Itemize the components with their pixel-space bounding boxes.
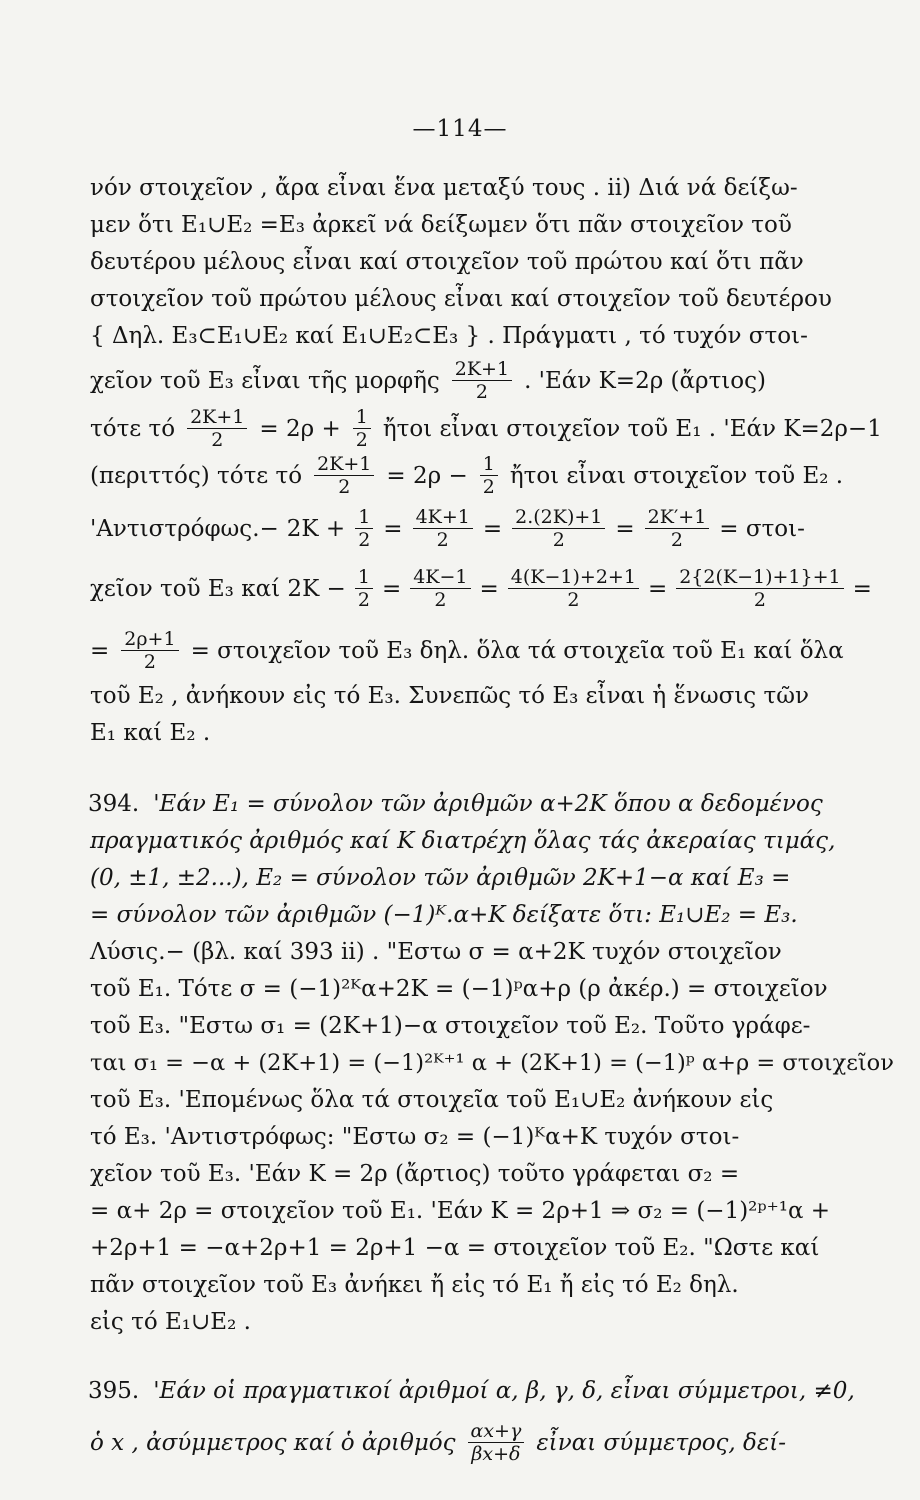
text-line [90,506,895,551]
fraction [452,358,512,403]
line-text: ται σ₁ = −α + (2K+1) = (−1)²ᴷ⁺¹ α + (2K+1) = (−1)ᵖ α+ρ = στοιχεῖον [90,1050,894,1076]
solution-line [90,1049,895,1077]
line-text: = στοιχεῖον τοῦ E₃ δηλ. ὅλα τά στοιχεῖα τοῦ E₁ καί ὅλα [190,637,844,664]
line-text: δευτέρου μέλους εἶναι καί στοιχεῖον τοῦ πρώτου καί ὅτι πᾶν [90,249,804,275]
fraction [187,406,247,451]
line-text: τότε τό [90,415,176,442]
line-text: τοῦ E₃. 'Επομένως ὅλα τά στοιχεῖα τοῦ E₁∪E₂ ἀνήκουν εἰς [90,1087,774,1113]
numerator: 1 [353,406,371,429]
text-line [90,566,895,611]
line-text: = 2ρ + [259,415,341,442]
line-text: Λύσις.− (βλ. καί 393 ii) . "Εστω σ = α+2K τυχόν στοιχεῖον [90,939,782,965]
text-line [90,628,895,673]
numerator: 2K′+1 [645,506,710,529]
line-text: πᾶν στοιχεῖον τοῦ E₃ ἀνήκει ἤ εἰς τό E₁ ἤ εἰς τό E₂ δηλ. [90,1272,739,1298]
denominator: 2 [338,476,351,498]
numerator: 4K+1 [413,506,473,529]
problem-394-line [90,864,895,892]
line-text: 'Εάν E₁ = σύνολον τῶν ἀριθμῶν α+2K ὅπου α δεδομένος [153,791,823,817]
fraction [508,566,639,611]
line-text: = [615,515,635,542]
numerator: 1 [480,453,498,476]
problem-395-line [88,1377,893,1405]
line-text: ἤτοι εἶναι στοιχεῖον τοῦ E₁ . 'Εάν K=2ρ−1 [382,415,882,442]
solution-line [90,975,895,1003]
line-text: 'Αντιστρόφως.− [90,515,279,542]
page-number: —114— [412,116,508,142]
denominator: 2 [358,529,371,551]
line-text: = [647,575,668,602]
line-text: = α+ 2ρ = στοιχεῖον τοῦ E₁. 'Εάν K = 2ρ+1 ⇒ σ₂ = (−1)²ᵖ⁺¹α + [90,1198,831,1224]
denominator: 2 [143,651,156,673]
line-text: χεῖον τοῦ E₃. 'Εάν K = 2ρ (ἄρτιος) τοῦτο γράφεται σ₂ = [90,1161,740,1187]
line-text: νόν στοιχεῖον , ἄρα εἶναι ἕνα μεταξύ τους . ii) Διά νά δείξω- [90,175,798,201]
line-text: εἶναι σύμμετρος, δεί- [536,1429,787,1456]
numerator: 4(K−1)+2+1 [508,566,639,589]
fraction [355,566,373,611]
solution-line [90,1123,895,1151]
line-text: τοῦ E₁. Τότε σ = (−1)²ᴷα+2K = (−1)ᵖα+ρ (ρ ἀκέρ.) = στοιχεῖον [90,976,828,1002]
line-text: = [852,575,872,602]
numerator: 2{2(K−1)+1}+1 [676,566,843,589]
solution-line [90,1012,895,1040]
text-line [90,719,895,747]
line-text: τοῦ E₂ , ἀνήκουν εἰς τό E₃. Συνεπῶς τό E₃ εἶναι ἡ ἕνωσις τῶν [90,683,809,709]
solution-line [90,1234,895,1262]
denominator: 2 [355,429,368,451]
problem-395-line [90,1420,895,1465]
text-line [90,211,895,239]
numerator: 4K−1 [410,566,470,589]
line-text: πραγματικός ἀριθμός καί K διατρέχη ὅλας τάς ἀκεραίας τιμάς, [90,828,836,854]
line-text: = [381,575,402,602]
numerator: αx+γ [468,1420,525,1443]
line-text: ἤτοι εἶναι στοιχεῖον τοῦ E₂ . [509,462,844,489]
denominator: 2 [567,589,580,611]
line-text: { Δηλ. E₃⊂E₁∪E₂ καί E₁∪E₂⊂E₃ } . Πράγματι , τό τυχόν στοι- [90,323,808,349]
denominator: βx+δ [471,1443,521,1465]
denominator: 2 [552,529,565,551]
line-text: +2ρ+1 = −α+2ρ+1 = 2ρ+1 −α = στοιχεῖον τοῦ E₂. "Ωστε καί [90,1235,820,1261]
line-text: = [90,637,110,664]
solution-line [90,1160,895,1188]
numerator: 2K+1 [452,358,512,381]
line-text: = 2ρ − [386,462,468,489]
numerator: 2K+1 [187,406,247,429]
solution-line [90,938,895,966]
fraction [353,406,371,451]
denominator: 2 [434,589,447,611]
denominator: 2 [211,429,224,451]
denominator: 2 [753,589,766,611]
fraction [314,453,374,498]
solution-line [90,1197,895,1225]
numerator: 2.(2K)+1 [512,506,605,529]
problem-394-line [88,790,893,818]
line-text: = [482,515,503,542]
line-text: (περιττός) τότε τό [90,462,303,489]
line-text: χεῖον τοῦ E₃ καί 2K − [90,575,346,602]
problem-394-line [90,827,895,855]
numerator: 2K+1 [314,453,374,476]
line-text: τό E₃. 'Αντιστρόφως: "Εστω σ₂ = (−1)ᴷα+K τυχόν στοι- [90,1124,740,1150]
line-text: . 'Εάν K=2ρ (ἄρτιος) [524,367,767,394]
line-text: = [383,515,403,542]
fraction [121,628,178,673]
problem-number: 395. [88,1378,140,1404]
line-text: (0, ±1, ±2...), E₂ = σύνολον τῶν ἀριθμῶν 2K+1−α καί E₃ = [90,865,791,891]
text-line [90,322,895,350]
line-text: χεῖον τοῦ E₃ εἶναι τῆς μορφῆς [90,367,440,394]
line-text: 2K + [286,515,346,542]
numerator: 2ρ+1 [121,628,178,651]
fraction [468,1420,525,1465]
text-line [90,358,895,403]
text-line [90,406,895,451]
line-text: εἰς τό E₁∪E₂ . [90,1309,251,1335]
text-line [90,174,895,202]
line-text: = στοι- [719,515,805,542]
fraction [355,506,373,551]
line-text: τοῦ E₃. "Εστω σ₁ = (2K+1)−α στοιχεῖον τοῦ E₂. Τοῦτο γράφε- [90,1013,811,1039]
line-text: 'Εάν οἱ πραγματικοί ἀριθμοί α, β, γ, δ, εἶναι σύμμετροι, ≠0, [153,1378,855,1404]
fraction [512,506,605,551]
text-line [90,248,895,276]
denominator: 2 [670,529,684,551]
denominator: 2 [475,381,488,403]
fraction [645,506,710,551]
numerator: 1 [355,506,373,529]
line-text: = [479,575,499,602]
solution-line [90,1308,895,1336]
fraction [480,453,498,498]
fraction [676,566,843,611]
line-text: E₁ καί E₂ . [90,720,211,746]
numerator: 1 [355,566,373,589]
problem-number: 394. [88,791,140,817]
line-text: ὁ x , ἀσύμμετρος καί ὁ ἀριθμός [90,1429,456,1456]
denominator: 2 [436,529,449,551]
line-text: μεν ὅτι E₁∪E₂ =E₃ ἀρκεῖ νά δείξωμεν ὅτι πᾶν στοιχεῖον τοῦ [90,212,792,238]
solution-line [90,1086,895,1114]
fraction [413,506,473,551]
solution-line [90,1271,895,1299]
line-text: στοιχεῖον τοῦ πρώτου μέλους εἶναι καί στοιχεῖον τοῦ δευτέρου [90,286,832,312]
text-line [90,682,895,710]
line-text: = σύνολον τῶν ἀριθμῶν (−1)ᴷ.α+K δείξατε ὅτι: E₁∪E₂ = E₃. [90,902,798,928]
denominator: 2 [357,589,370,611]
text-line [90,285,895,313]
problem-394-line [90,901,895,929]
fraction [410,566,470,611]
denominator: 2 [482,476,495,498]
text-line [90,453,895,498]
